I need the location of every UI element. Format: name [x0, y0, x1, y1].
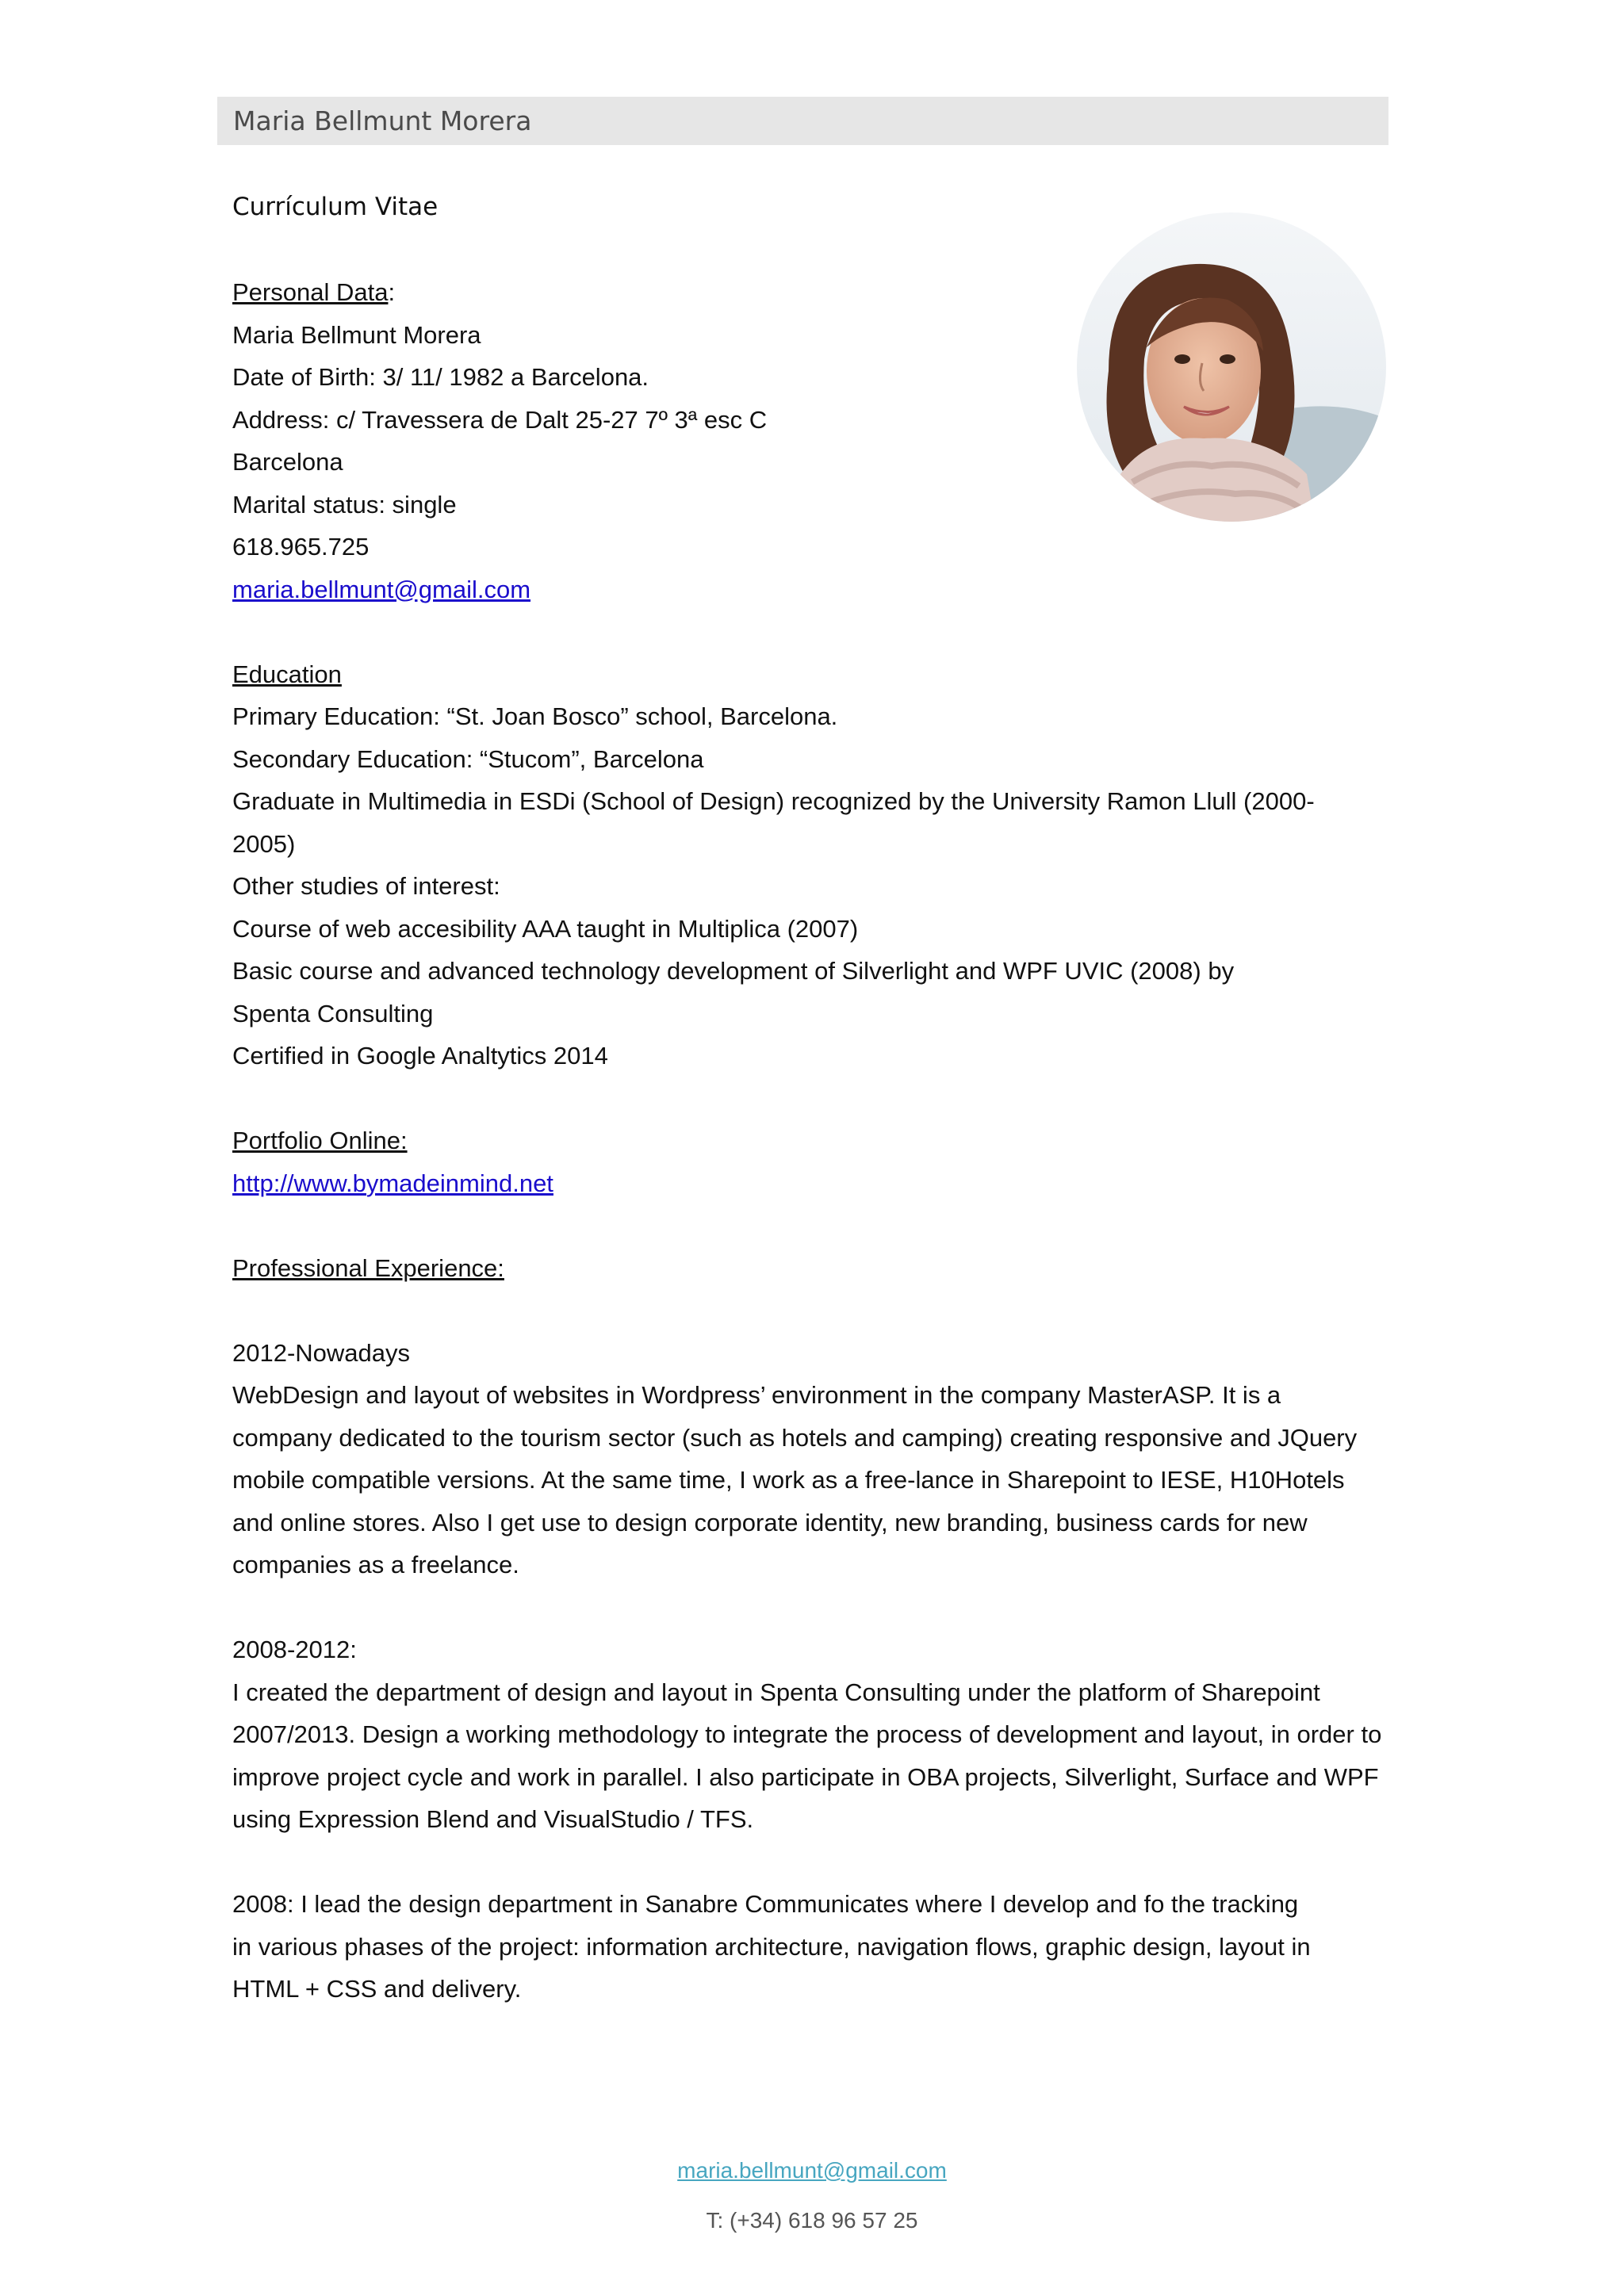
education-line: Spenta Consulting	[232, 999, 434, 1027]
personal-phone: 618.965.725	[232, 533, 370, 561]
job2-line: I created the department of design and layout in Spenta Consulting under the platform of Sharepoint	[232, 1678, 1320, 1706]
job1-line: and online stores. Also I get use to design corporate identity, new branding, business cards for new	[232, 1508, 1308, 1536]
education-line: Course of web accesibility AAA taught in Multiplica (2007)	[232, 914, 859, 943]
job1-line: mobile compatible versions. At the same time, I work as a free-lance in Sharepoint to IESE, H10Hotels	[232, 1466, 1345, 1494]
education-line: Secondary Education: “Stucom”, Barcelona	[232, 744, 704, 773]
personal-birth: Date of Birth: 3/ 11/ 1982 a Barcelona.	[232, 363, 649, 391]
personal-email-link[interactable]: maria.bellmunt@gmail.com	[232, 575, 531, 603]
job3-line: in various phases of the project: information architecture, navigation flows, graphic design, layout in	[232, 1932, 1311, 1961]
personal-data-heading-line	[232, 271, 1398, 314]
job3-line: HTML + CSS and delivery.	[232, 1975, 522, 2003]
job2-line: 2007/2013. Design a working methodology to integrate the process of development and layout, in order to	[232, 1720, 1382, 1748]
job1-line: companies as a freelance.	[232, 1551, 519, 1578]
personal-data-heading: Personal Data	[232, 278, 389, 306]
education-line: Basic course and advanced technology development of Silverlight and WPF UVIC (2008) by	[232, 957, 1235, 985]
education-line: 2005)	[232, 829, 296, 858]
personal-city: Barcelona	[232, 448, 343, 476]
portfolio-link[interactable]: http://www.bymadeinmind.net	[232, 1169, 553, 1197]
experience-heading: Professional Experience:	[232, 1253, 504, 1282]
education-line: Certified in Google Analtytics 2014	[232, 1042, 608, 1070]
job1-period: 2012-Nowadays	[232, 1338, 411, 1367]
job1-line: company dedicated to the tourism sector (such as hotels and camping) creating responsive and JQuery	[232, 1423, 1358, 1452]
job3-line: 2008: I lead the design department in Sanabre Communicates where I develop and fo the tracking	[232, 1890, 1299, 1918]
footer-phone: T: (+34) 618 96 57 25	[706, 2208, 918, 2233]
job2-period: 2008-2012:	[232, 1636, 357, 1663]
education-line: Graduate in Multimedia in ESDi (School of Design) recognized by the University Ramon Llull (2000-	[232, 787, 1315, 815]
cv-title: Currículum Vitae	[232, 193, 439, 221]
portfolio-heading: Portfolio Online:	[232, 1127, 408, 1154]
personal-address: Address: c/ Travessera de Dalt 25-27 7º 3ª esc C	[232, 405, 768, 434]
education-line: Other studies of interest:	[232, 872, 500, 900]
cv-content	[232, 186, 1398, 2011]
header-name: Maria Bellmunt Morera	[233, 105, 532, 136]
personal-marital: Marital status: single	[232, 490, 457, 519]
education-heading: Education	[232, 660, 342, 688]
header-bar	[217, 97, 1388, 145]
job1-line: WebDesign and layout of websites in Wordpress’ environment in the company MasterASP. It is a	[232, 1381, 1281, 1409]
footer-email-link[interactable]: maria.bellmunt@gmail.com	[677, 2158, 947, 2183]
personal-data-colon: :	[388, 278, 396, 306]
personal-name: Maria Bellmunt Morera	[232, 320, 481, 349]
education-line: Primary Education: “St. Joan Bosco” school, Barcelona.	[232, 702, 838, 730]
job2-line: improve project cycle and work in parallel. I also participate in OBA projects, Silverlight, Surface and WPF	[232, 1762, 1379, 1791]
job2-line: using Expression Blend and VisualStudio / TFS.	[232, 1805, 754, 1833]
